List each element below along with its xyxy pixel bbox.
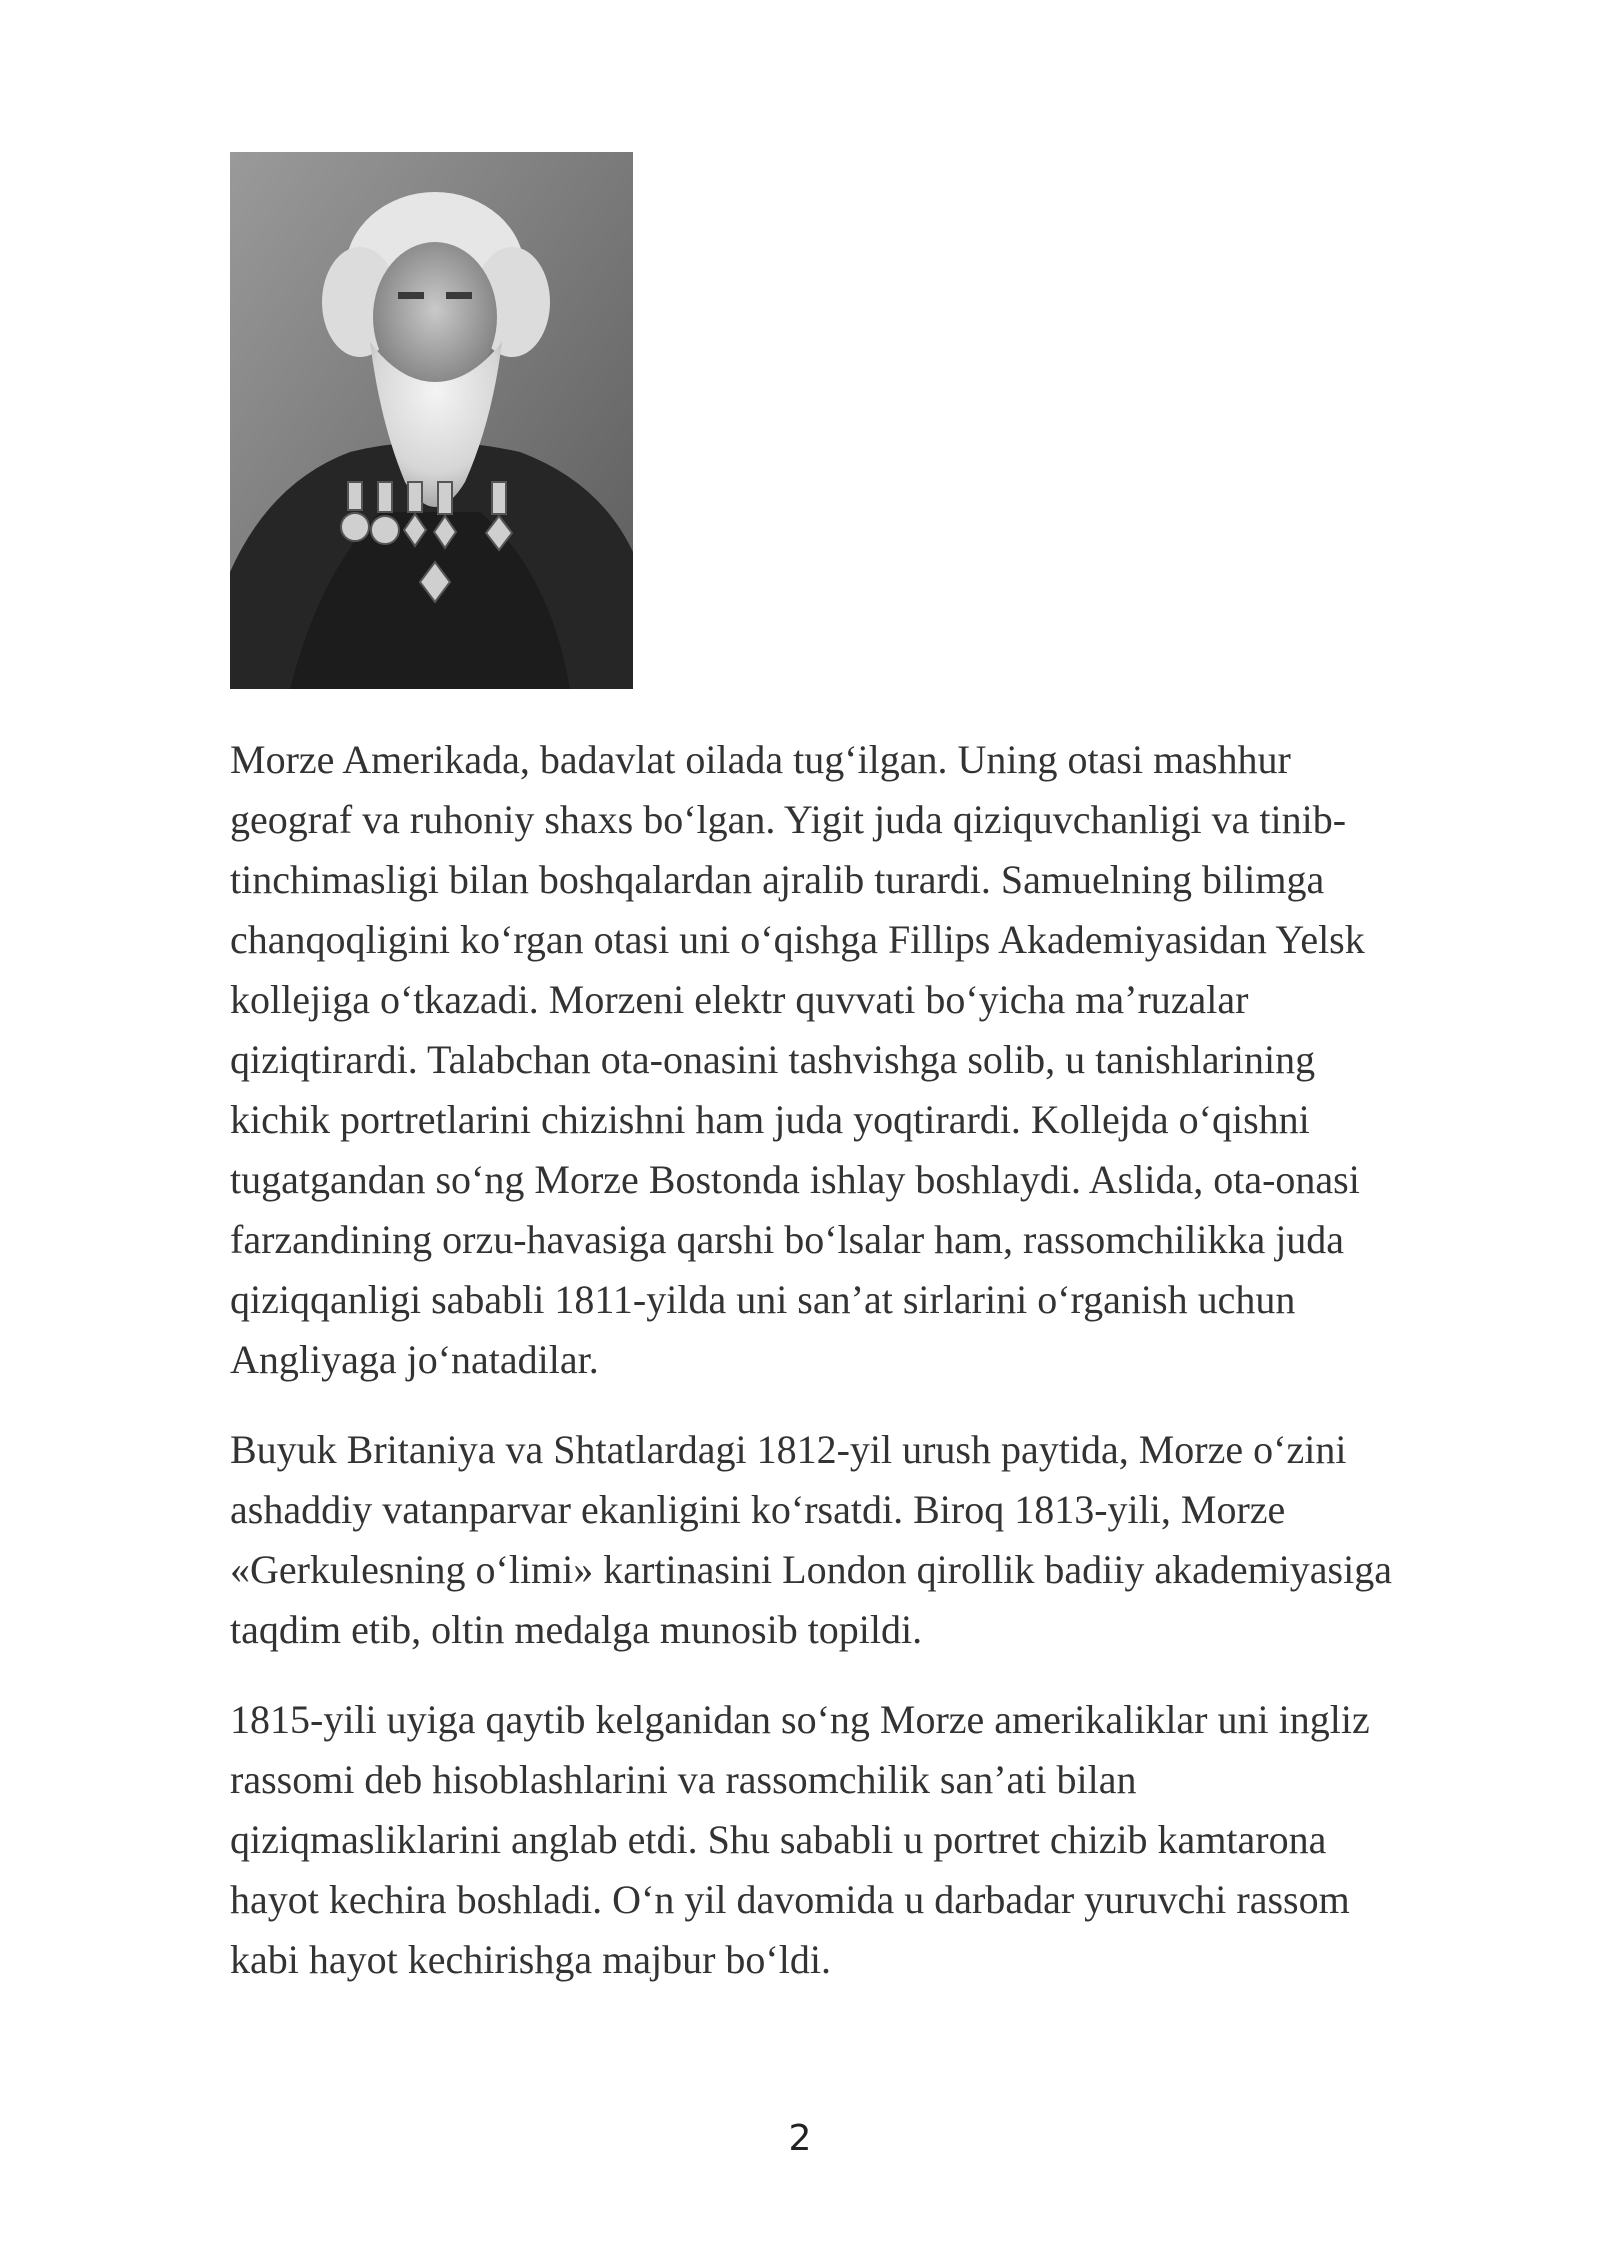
portrait-photo	[230, 152, 633, 689]
body-text	[230, 730, 1490, 2020]
portrait-icon	[230, 152, 633, 689]
page-number: 2	[788, 2118, 812, 2159]
paragraph-2: Buyuk Britaniya va Shtatlardagi 1812-yil urush paytida, Morze o‘zini ashaddiy vatanparvar ekanligini ko‘rsatdi. Biroq 1813-yili, Morze «Gerkulesning o‘limi» kartinasini London qirollik badiiy akademiyasiga taqdim etib, oltin medalga munosib topildi.	[230, 1427, 1392, 1652]
paragraph-1: Morze Amerikada, badavlat oilada tug‘ilgan. Uning otasi mashhur geograf va ruhoniy shaxs bo‘lgan. Yigit juda qiziquvchanligi va tinib- tinchimasligi bilan boshqalardan ajralib turardi. Samuelning bilimga chanqoqligini ko‘rgan otasi uni o‘qishga Fillips Akademiyasidan Yelsk kollejiga o‘tkazadi. Morzeni elektr quvvati bo‘yicha ma’ruzalar qiziqtirardi. Talabchan ota-onasini tashvishga solib, u tanishlarining kichik portretlarini chizishni ham juda yoqtirardi. Kollejda o‘qishni tugatgandan so‘ng Morze Bostonda ishlay boshlaydi. Aslida, ota-onasi farzandining orzu-havasiga qarshi bo‘lsalar ham, rassomchilikka juda qiziqqanligi sababli 1811-yilda uni san’at sirlarini o‘rganish uchun Angliyaga jo‘natadilar.	[230, 737, 1365, 1382]
paragraph-3: 1815-yili uyiga qaytib kelganidan so‘ng Morze amerikaliklar uni ingliz rassomi deb hisoblashlarini va rassomchilik san’ati bilan qiziqmasliklarini anglab etdi. Shu sababli u portret chizib kamtarona hayot kechira boshladi. O‘n yil davomida u darbadar yuruvchi rassom kabi hayot kechirishga majbur bo‘ldi.	[230, 1697, 1370, 1982]
